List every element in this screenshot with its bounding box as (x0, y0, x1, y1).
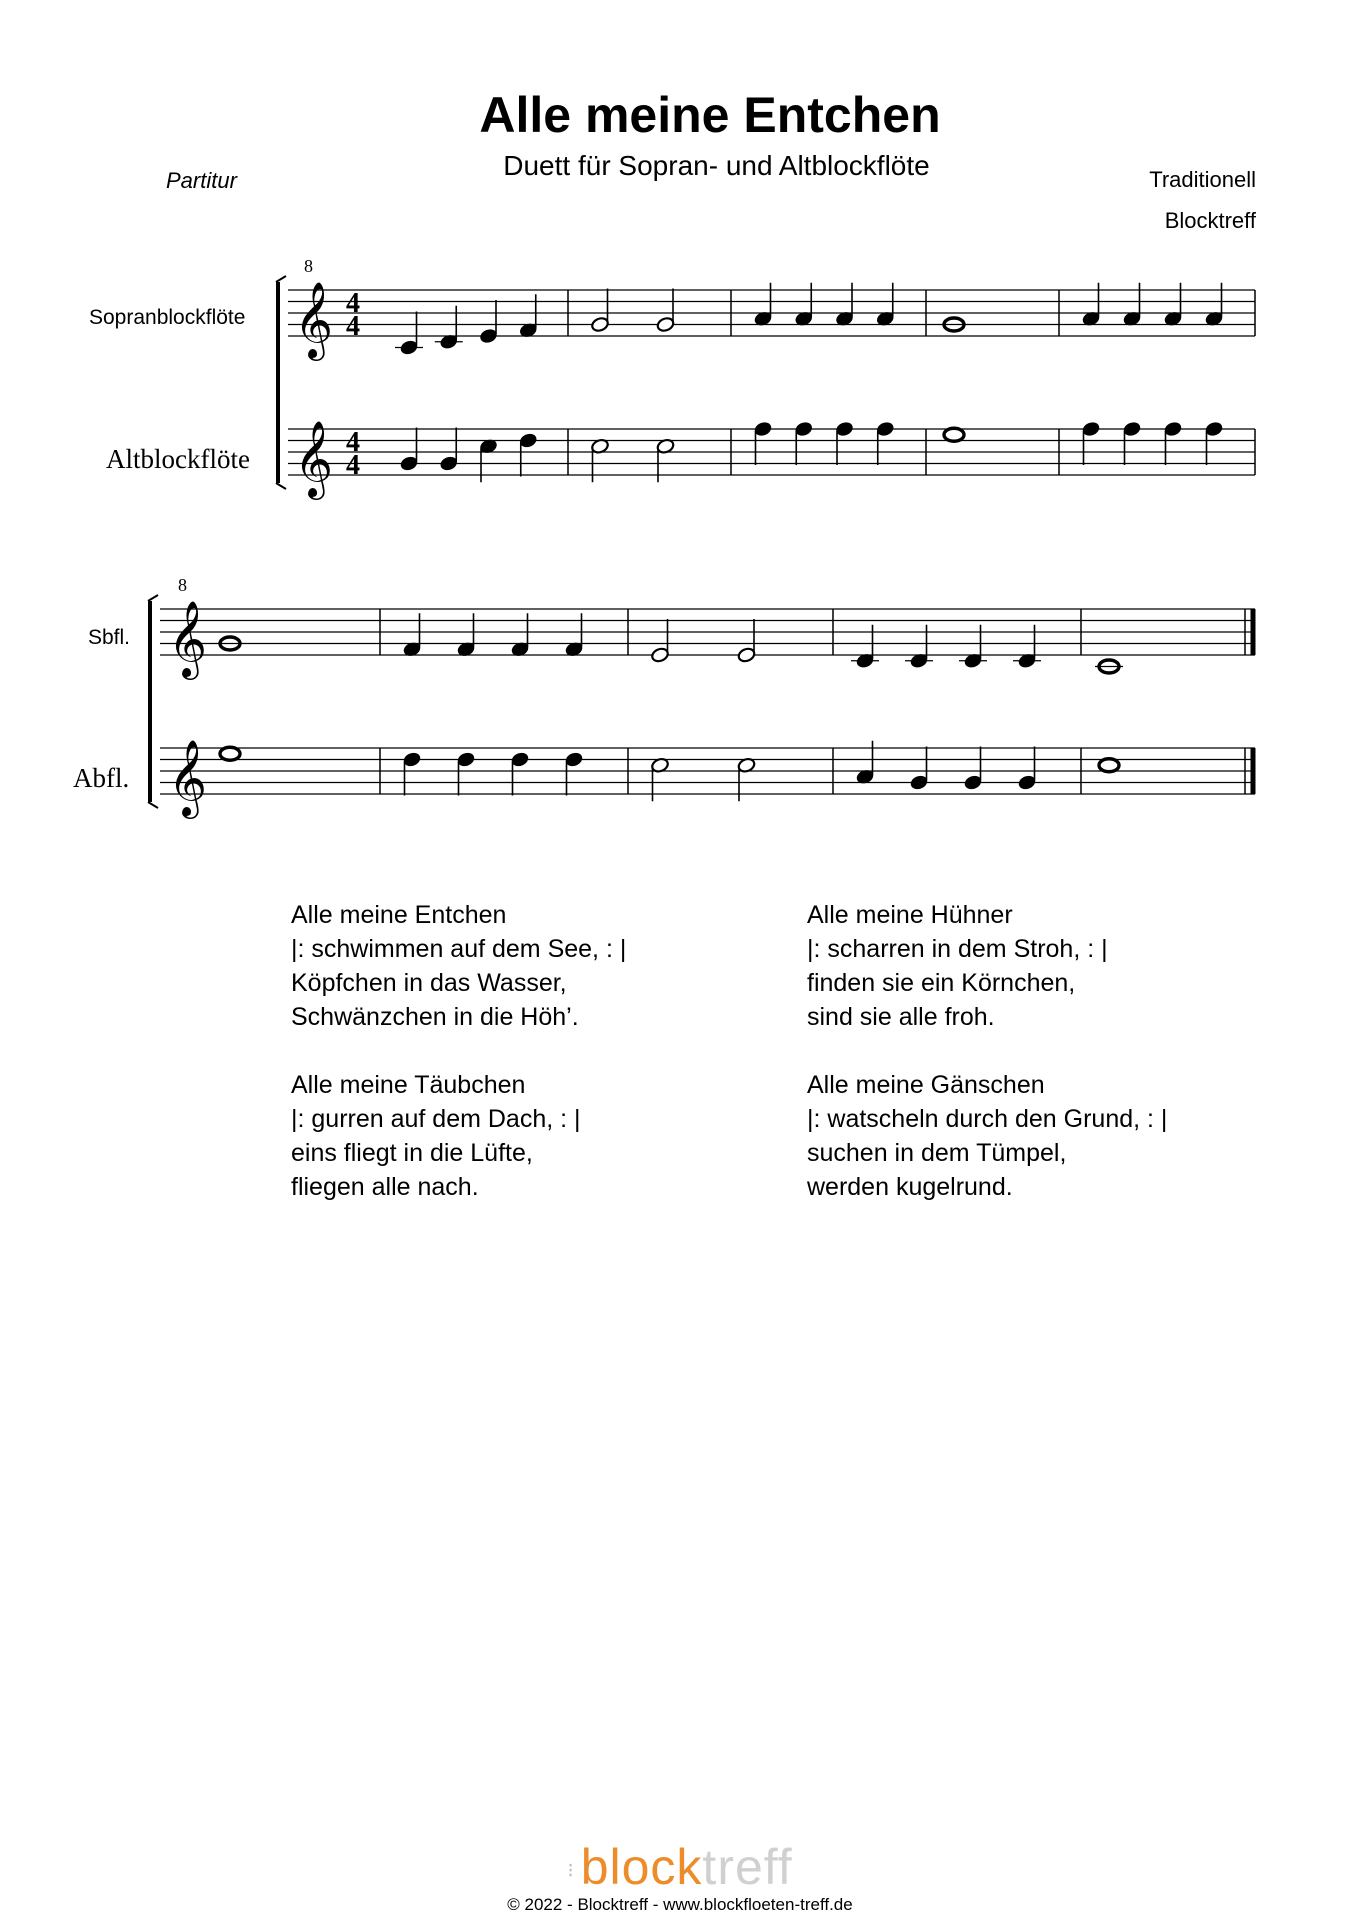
verse-line: |: watscheln durch den Grund, : | (807, 1105, 1168, 1133)
footer-copyright: © 2022 - Blocktreff - www.blockfloeten-treff.de (507, 1895, 853, 1914)
verse-line: werden kugelrund. (807, 1173, 1013, 1201)
verse-line: eins fliegt in die Lüfte, (291, 1139, 533, 1167)
verse-line: Schwänzchen in die Höh’. (291, 1003, 579, 1031)
blocktreff-logo (0, 1838, 1360, 1896)
treble-clef-icon: 𝄞 (168, 600, 208, 677)
verse-stanza (291, 1068, 626, 1204)
treble-clef-icon: 𝄞 (294, 420, 334, 497)
logo-treff-text: treff (702, 1839, 793, 1895)
whole-note (1099, 759, 1119, 772)
verse-line: Alle meine Gänschen (807, 1071, 1045, 1099)
whole-note (944, 428, 964, 441)
verse-line: Köpfchen in das Wasser, (291, 969, 567, 997)
system-bracket-top (276, 276, 286, 282)
verse-line: |: gurren auf dem Dach, : | (291, 1105, 581, 1133)
system-bracket-bottom (276, 483, 286, 489)
score-type-label: Partitur (166, 168, 237, 193)
verse-stanza (807, 1068, 1167, 1204)
composer-label: Traditionell (1149, 167, 1256, 192)
verse-line: |: schwimmen auf dem See, : | (291, 935, 627, 963)
verse-line: Alle meine Täubchen (291, 1071, 526, 1099)
page-title: Alle meine Entchen (479, 87, 941, 143)
verse-line: Alle meine Hühner (807, 901, 1013, 929)
verse-line: sind sie alle froh. (807, 1003, 995, 1031)
verse-stanza (807, 898, 1167, 1034)
verse-line: suchen in dem Tümpel, (807, 1139, 1067, 1167)
system-bracket-bottom (148, 802, 158, 808)
clef-octave-marking: 8 (304, 256, 313, 276)
system-bracket-top (148, 595, 158, 601)
instrument-abbrev-alt: Abfl. (73, 763, 130, 793)
instrument-abbrev-sopran: Sbfl. (88, 626, 131, 649)
music-score (0, 0, 1360, 860)
verses-left-column (291, 898, 626, 1238)
verse-line: fliegen alle nach. (291, 1173, 479, 1201)
arranger-label: Blocktreff (1164, 208, 1256, 233)
time-signature-denominator: 4 (346, 311, 360, 342)
instrument-label-sopran: Sopranblockflöte (89, 306, 246, 329)
whole-note (220, 747, 240, 760)
instrument-label-alt: Altblockflöte (106, 444, 250, 474)
verse-line: |: scharren in dem Stroh, : | (807, 935, 1108, 963)
verse-line: finden sie ein Körnchen, (807, 969, 1076, 997)
logo-dots-icon: ⁝ (567, 1860, 575, 1883)
logo-block-text: block (580, 1839, 703, 1895)
page-subtitle: Duett für Sopran- und Altblockflöte (503, 150, 930, 181)
treble-clef-icon: 𝄞 (168, 739, 208, 816)
time-signature-denominator: 4 (346, 450, 360, 481)
treble-clef-icon: 𝄞 (294, 281, 334, 358)
time-signature-numerator: 4 (346, 288, 360, 319)
verses-right-column (807, 898, 1167, 1238)
verse-stanza (291, 898, 626, 1034)
verse-line: Alle meine Entchen (291, 901, 507, 929)
clef-octave-marking: 8 (178, 575, 187, 595)
time-signature-numerator: 4 (346, 427, 360, 458)
